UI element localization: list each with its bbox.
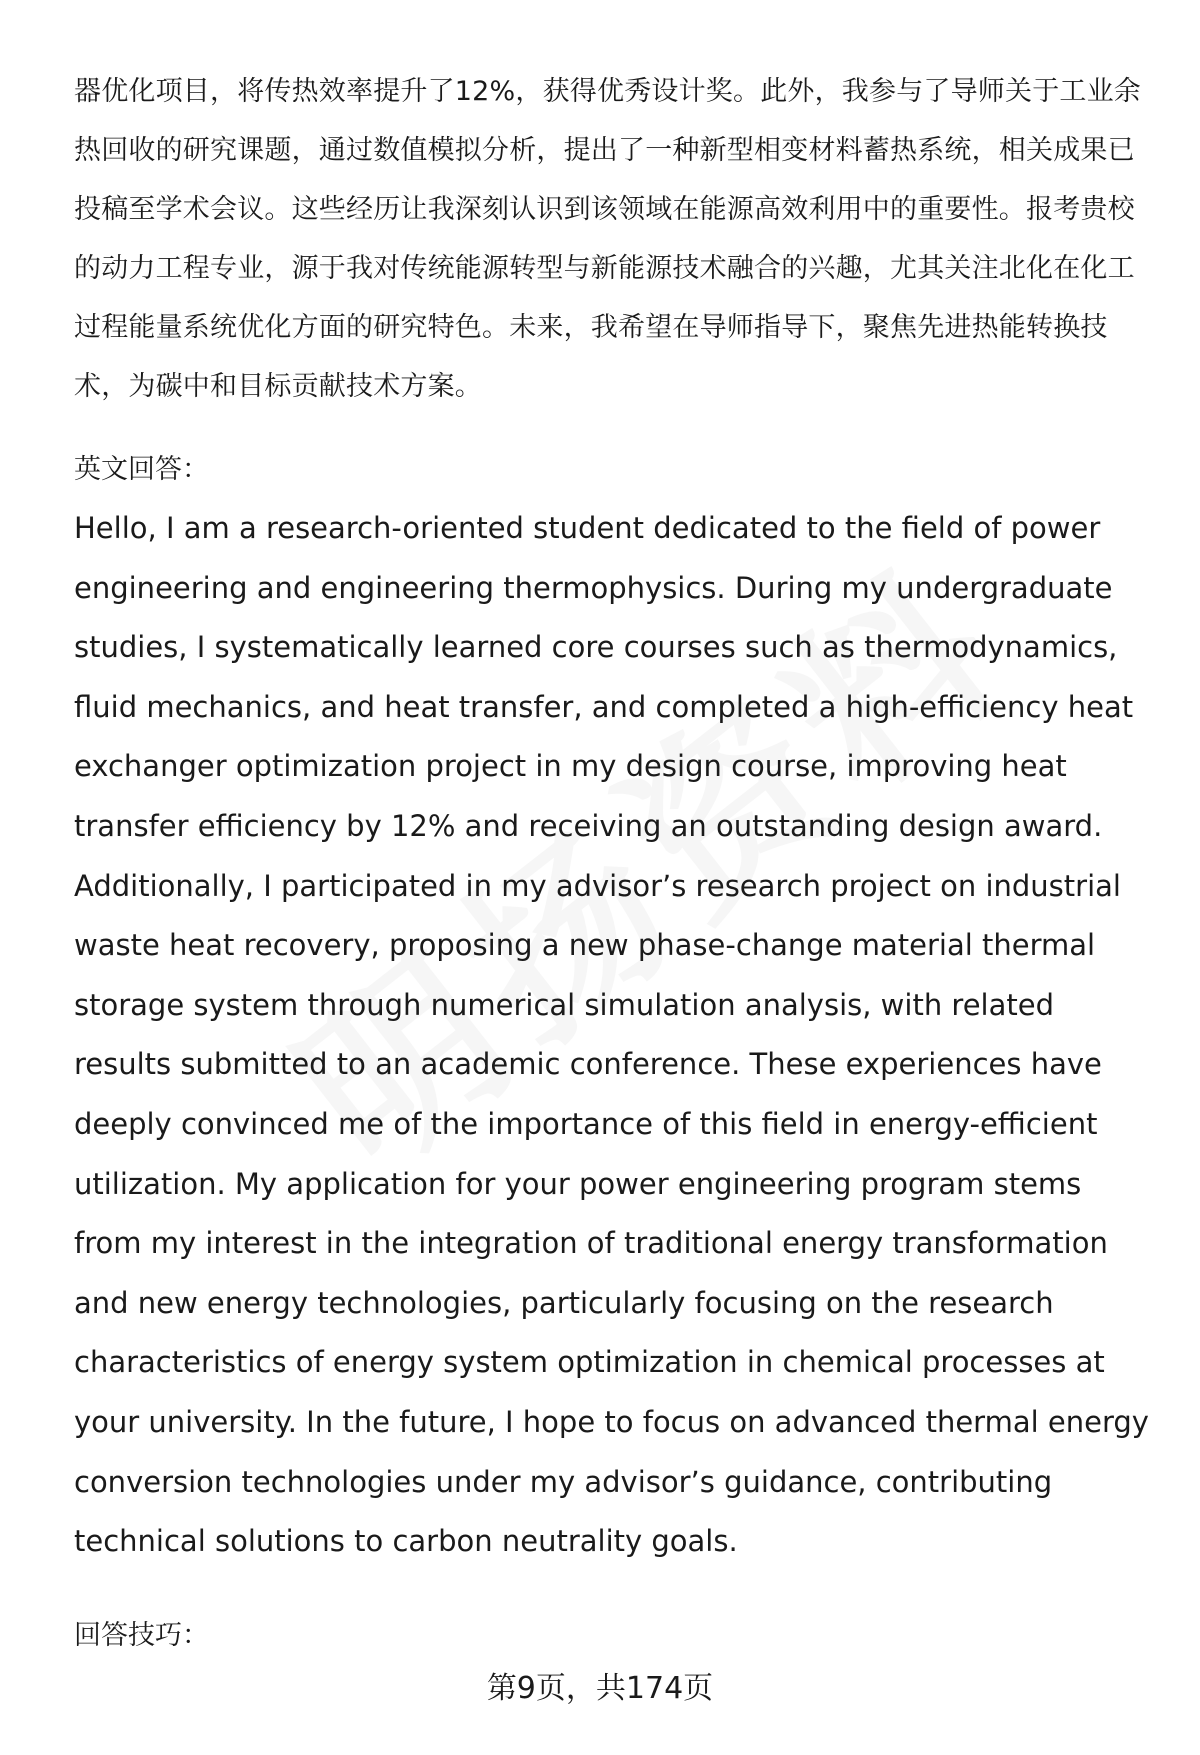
chinese-answer-paragraph: 器优化项目，将传热效率提升了12%，获得优秀设计奖。此外，我参与了导师关于工业余热回收的研究课题，通过数值模拟分析，提出了一种新型相变材料蓄热系统，相关成果已投稿至学术会议。这些经历让我深刻认识到该领域在能源高效利用中的重要性。报考贵校的动力工程专业，源于我对传统能源转型与新能源技术融合的兴趣，尤其关注北化在化工过程能量系统优化方面的研究特色。未来，我希望在导师指导下，聚焦先进热能转换技术，为碳中和目标贡献技术方案。 [74,76,1142,402]
answer-tips-label: 回答技巧： [74,1619,209,1651]
english-answer-label: 英文回答： [74,454,209,485]
document-page [74,62,1154,1665]
page-number-footer: 第9页，共174页 [486,1671,714,1706]
english-answer-paragraph: Hello, I am a research-oriented student dedicated to the field of power engineering and engineering thermophysics. During my undergraduate studies, I systematically learned core courses such as thermodynamics, fluid mechanics, and heat transfer, and completed a high-efficiency heat exchanger optimization project in my design course, improving heat transfer efficiency by 12% and receiving an outstanding design award. Additionally, I participated in my advisor’s research project on industrial waste heat recovery, proposing a new phase-change material thermal storage system through numerical simulation analysis, with related results submitted to an academic conference. These experiences have deeply convinced me of the importance of this field in energy-efficient utilization. My application for your power engineering program stems from my interest in the integration of traditional energy transformation and new energy technologies, particularly focusing on the research characteristics of energy system optimization in chemical processes at your university. In the future, I hope to focus on advanced thermal energy conversion technologies under my advisor’s guidance, contributing technical solutions to carbon neutrality goals. [74,511,1149,1559]
